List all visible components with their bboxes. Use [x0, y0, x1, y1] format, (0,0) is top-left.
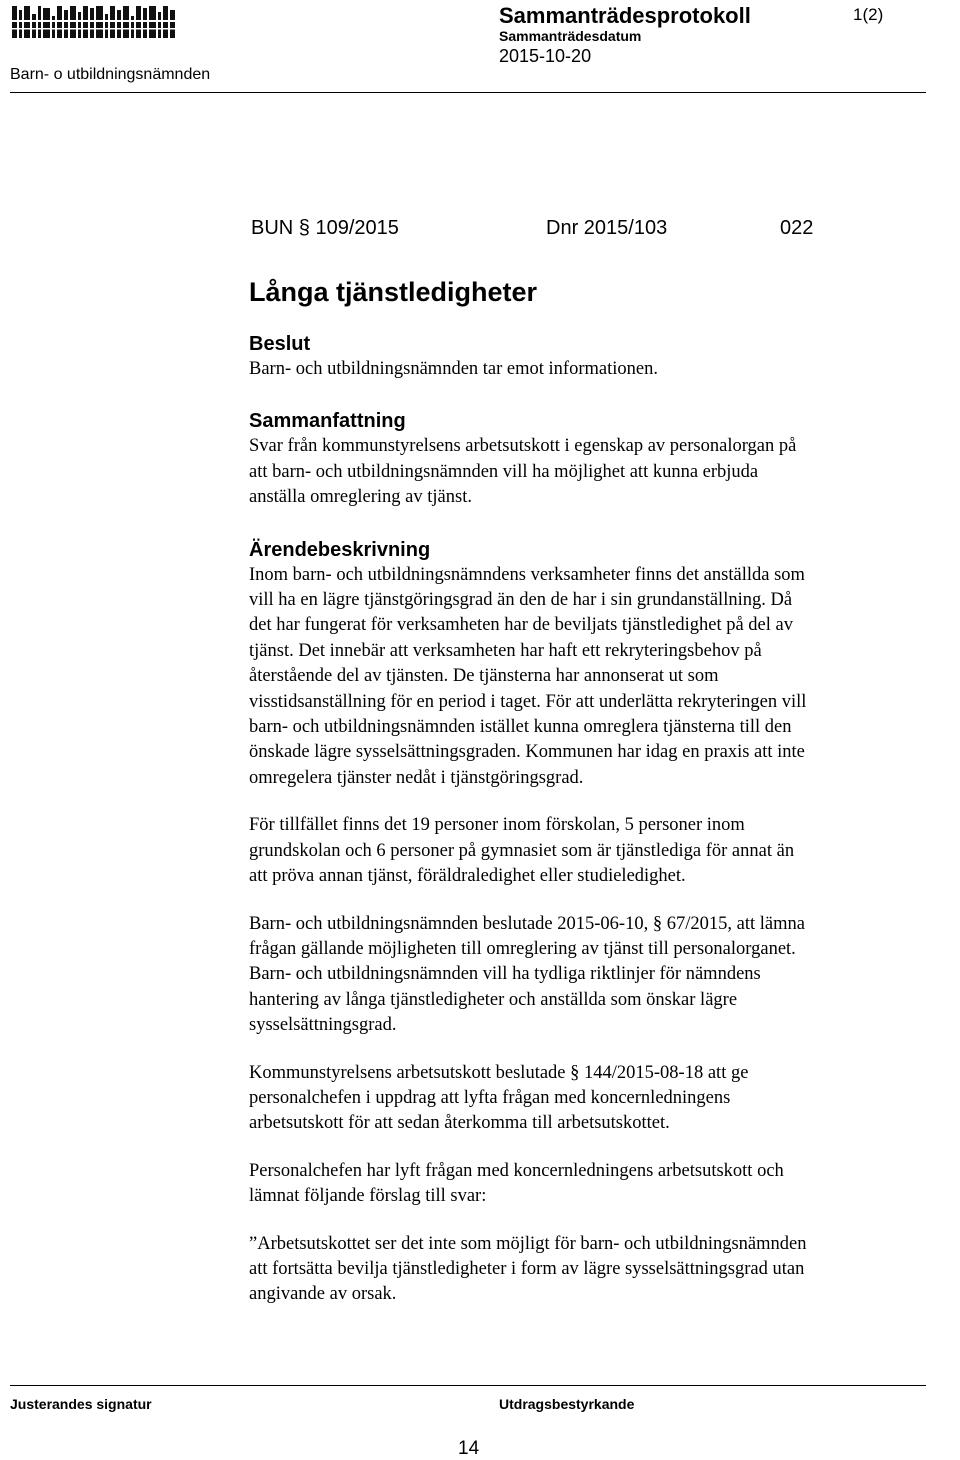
- text-line: Personalchefen har lyft frågan med koncernledningens arbetsutskott och: [249, 1160, 784, 1181]
- text-line: lämnat följande förslag till svar:: [249, 1186, 487, 1207]
- department-name: Barn- o utbildningsnämnden: [10, 66, 211, 83]
- text-line: ”Arbetsutskottet ser det inte som möjligt för barn- och utbildningsnämnden: [249, 1233, 807, 1254]
- item-title: Långa tjänstledigheter: [249, 277, 538, 307]
- section-heading-arendebeskrivning: Ärendebeskrivning: [249, 538, 431, 561]
- text-line: grundskolan och 6 personer på gymnasiet som är tjänstlediga för annat än: [249, 840, 795, 861]
- text-line: att fortsätta bevilja tjänstledigheter i form av lägre sysselsättningsgrad utan: [249, 1258, 805, 1279]
- case-dnr: Dnr 2015/103: [546, 217, 668, 239]
- paragraph-committee-decision: [249, 1061, 929, 1137]
- page-count: 1(2): [853, 5, 884, 24]
- text-line: att barn- och utbildningsnämnden vill ha möjlighet att kunna erbjuda: [249, 461, 759, 482]
- decision-text: Barn- och utbildningsnämnden tar emot informationen.: [249, 359, 658, 379]
- extract-certification-label: Utdragsbestyrkande: [499, 1396, 635, 1412]
- text-line: Barn- och utbildningsnämnden beslutade 2015-06-10, § 67/2015, att lämna: [249, 913, 805, 934]
- text-line: det har fungerat för verksamheten har de beviljats tjänstledighet på del av: [249, 615, 793, 636]
- document-body: [249, 275, 929, 1308]
- text-line: anställa omreglering av tjänst.: [249, 487, 472, 508]
- text-line: barn- och utbildningsnämnden istället kunna omreglera tjänsterna till den: [249, 717, 792, 738]
- page-number: 14: [458, 1438, 480, 1459]
- case-paragraph-id: BUN § 109/2015: [251, 217, 399, 239]
- text-line: visstidsanställning för en period i taget. För att underlätta rekryteringen vill: [249, 691, 807, 712]
- text-line: önskade lägre sysselsättningsgraden. Kommunen har idag en praxis att inte: [249, 742, 805, 763]
- municipality-logo: [10, 2, 178, 42]
- text-line: omregelera tjänster nedåt i tjänstgöringsgrad.: [249, 767, 584, 788]
- text-line: Kommunstyrelsens arbetsutskott beslutade § 144/2015-08-18 att ge: [249, 1062, 749, 1083]
- paragraph-staff-counts: [249, 813, 929, 889]
- meeting-date-label: Sammanträdesdatum: [499, 28, 642, 44]
- text-line: Inom barn- och utbildningsnämndens verksamheter finns det anställda som: [249, 564, 805, 585]
- text-line: återstående del av tjänsten. De tjänsterna har annonserat ut som: [249, 666, 719, 687]
- text-line: hantering av långa tjänstledigheter och anställda som önskar lägre: [249, 989, 738, 1010]
- case-description-text: [249, 563, 929, 792]
- text-line: Svar från kommunstyrelsens arbetsutskott i egenskap av personalorgan på: [249, 436, 797, 457]
- meeting-date-value: 2015-10-20: [499, 46, 592, 66]
- paragraph-quoted-answer: [249, 1232, 929, 1308]
- text-line: vill ha en lägre tjänstgöringsgrad än den de har i sin grundanställning. Då: [249, 590, 793, 611]
- text-line: frågan gällande möjligheten till omreglering av tjänst till personalorganet.: [249, 938, 796, 959]
- summary-text: [249, 434, 929, 510]
- text-line: För tillfället finns det 19 personer inom förskolan, 5 personer inom: [249, 815, 745, 836]
- document-title: Sammanträdesprotokoll: [499, 3, 751, 28]
- section-heading-sammanfattning: Sammanfattning: [249, 410, 406, 433]
- text-line: personalchefen i uppdrag att lyfta frågan med koncernledningens: [249, 1087, 731, 1108]
- text-line: sysselsättningsgrad.: [249, 1015, 397, 1036]
- text-line: tjänst. Det innebär att verksamheten har haft ett rekryteringsbehov på: [249, 640, 762, 661]
- text-line: Barn- och utbildningsnämnden vill ha tydliga riktlinjer för nämndens: [249, 964, 761, 985]
- section-heading-beslut: Beslut: [249, 333, 311, 355]
- case-code: 022: [780, 217, 814, 239]
- text-line: att pröva annan tjänst, föräldraledighet eller studieledighet.: [249, 866, 686, 887]
- text-line: angivande av orsak.: [249, 1284, 397, 1305]
- footer-divider: [10, 1385, 926, 1386]
- paragraph-previous-decision: [249, 912, 929, 1039]
- signature-label: Justerandes signatur: [10, 1396, 152, 1412]
- header-divider: [10, 92, 926, 93]
- text-line: arbetsutskott för att sedan återkomma till arbetsutskottet.: [249, 1113, 670, 1134]
- paragraph-hr-proposal: [249, 1159, 929, 1210]
